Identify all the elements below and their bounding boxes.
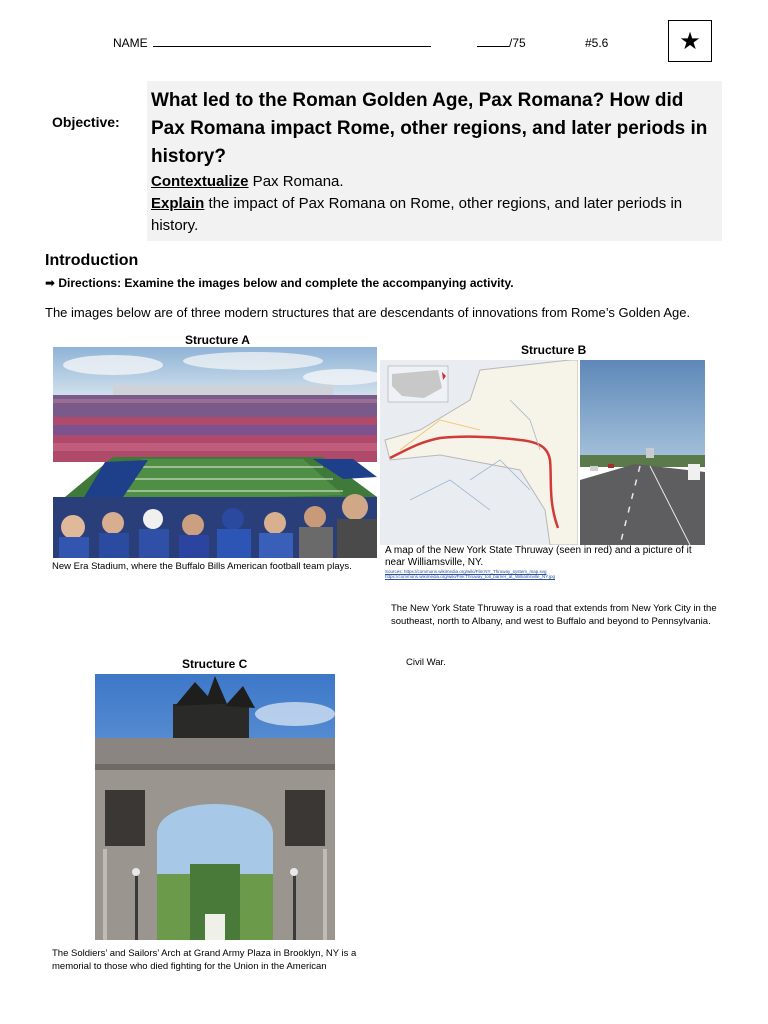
name-field[interactable]: [113, 36, 431, 50]
structure-c-label: Structure C: [182, 657, 248, 671]
objective-line-2: [151, 193, 718, 237]
name-label: NAME: [113, 36, 148, 50]
objective-box: [147, 81, 722, 241]
introduction-text: The images below are of three modern structures that are descendants of innovations from Rome’s Golden Age.: [45, 305, 691, 320]
directions-text: ➡ Directions: Examine the images below and complete the accompanying activity.: [45, 276, 514, 290]
structure-b-source-1[interactable]: Sources: https://commons.wikimedia.org/wiki/File:NY_Thruway_system_map.svg: [385, 569, 547, 574]
objective-line-2-text: the impact of Pax Romana on Rome, other regions, and later periods in history.: [151, 195, 683, 234]
score-suffix: /75: [509, 36, 526, 50]
objective-question: What led to the Roman Golden Age, Pax Romana? How did Pax Romana impact Rome, other regions, and later periods in history?: [151, 90, 708, 167]
objective-keyword-explain: Explain: [151, 195, 205, 212]
star-box: [668, 20, 712, 62]
objective-line-1-text: Pax Romana.: [248, 173, 344, 190]
structure-a-label: Structure A: [185, 333, 250, 347]
score-field[interactable]: [477, 36, 526, 50]
thruway-road-photo: [580, 360, 705, 545]
structure-b-map-caption: A map of the New York State Thruway (seen in red) and a picture of it near Williamsville, NY.: [385, 545, 692, 568]
civil-war-fragment: Civil War.: [406, 657, 446, 668]
thruway-map-image: [380, 360, 578, 545]
stadium-image: [53, 347, 377, 558]
lesson-number: #5.6: [585, 36, 609, 50]
structure-b-description: The New York State Thruway is a road that extends from New York City in the southeast, north to Albany, and west to Buffalo and beyond to Pennsylvania.: [391, 603, 717, 627]
structure-b-label: Structure B: [521, 343, 587, 357]
star-icon: ★: [679, 27, 701, 55]
name-blank[interactable]: [153, 36, 431, 47]
objective-label: Objective:: [52, 114, 120, 130]
structure-b-source-2[interactable]: https://commons.wikimedia.org/wiki/File:Thruway_toll_barrier_at_Williamsville_NY.jpg: [385, 574, 555, 579]
structure-c-caption: The Soldiers’ and Sailors’ Arch at Grand Army Plaza in Brooklyn, NY is a memorial to those who died fighting for the Union in the American: [52, 948, 357, 972]
score-blank[interactable]: [477, 36, 509, 47]
arch-image: [95, 674, 335, 940]
objective-line-1: [151, 171, 718, 193]
structure-a-caption: New Era Stadium, where the Buffalo Bills American football team plays.: [52, 561, 352, 572]
introduction-heading: Introduction: [45, 252, 139, 269]
objective-keyword-contextualize: Contextualize: [151, 173, 249, 190]
